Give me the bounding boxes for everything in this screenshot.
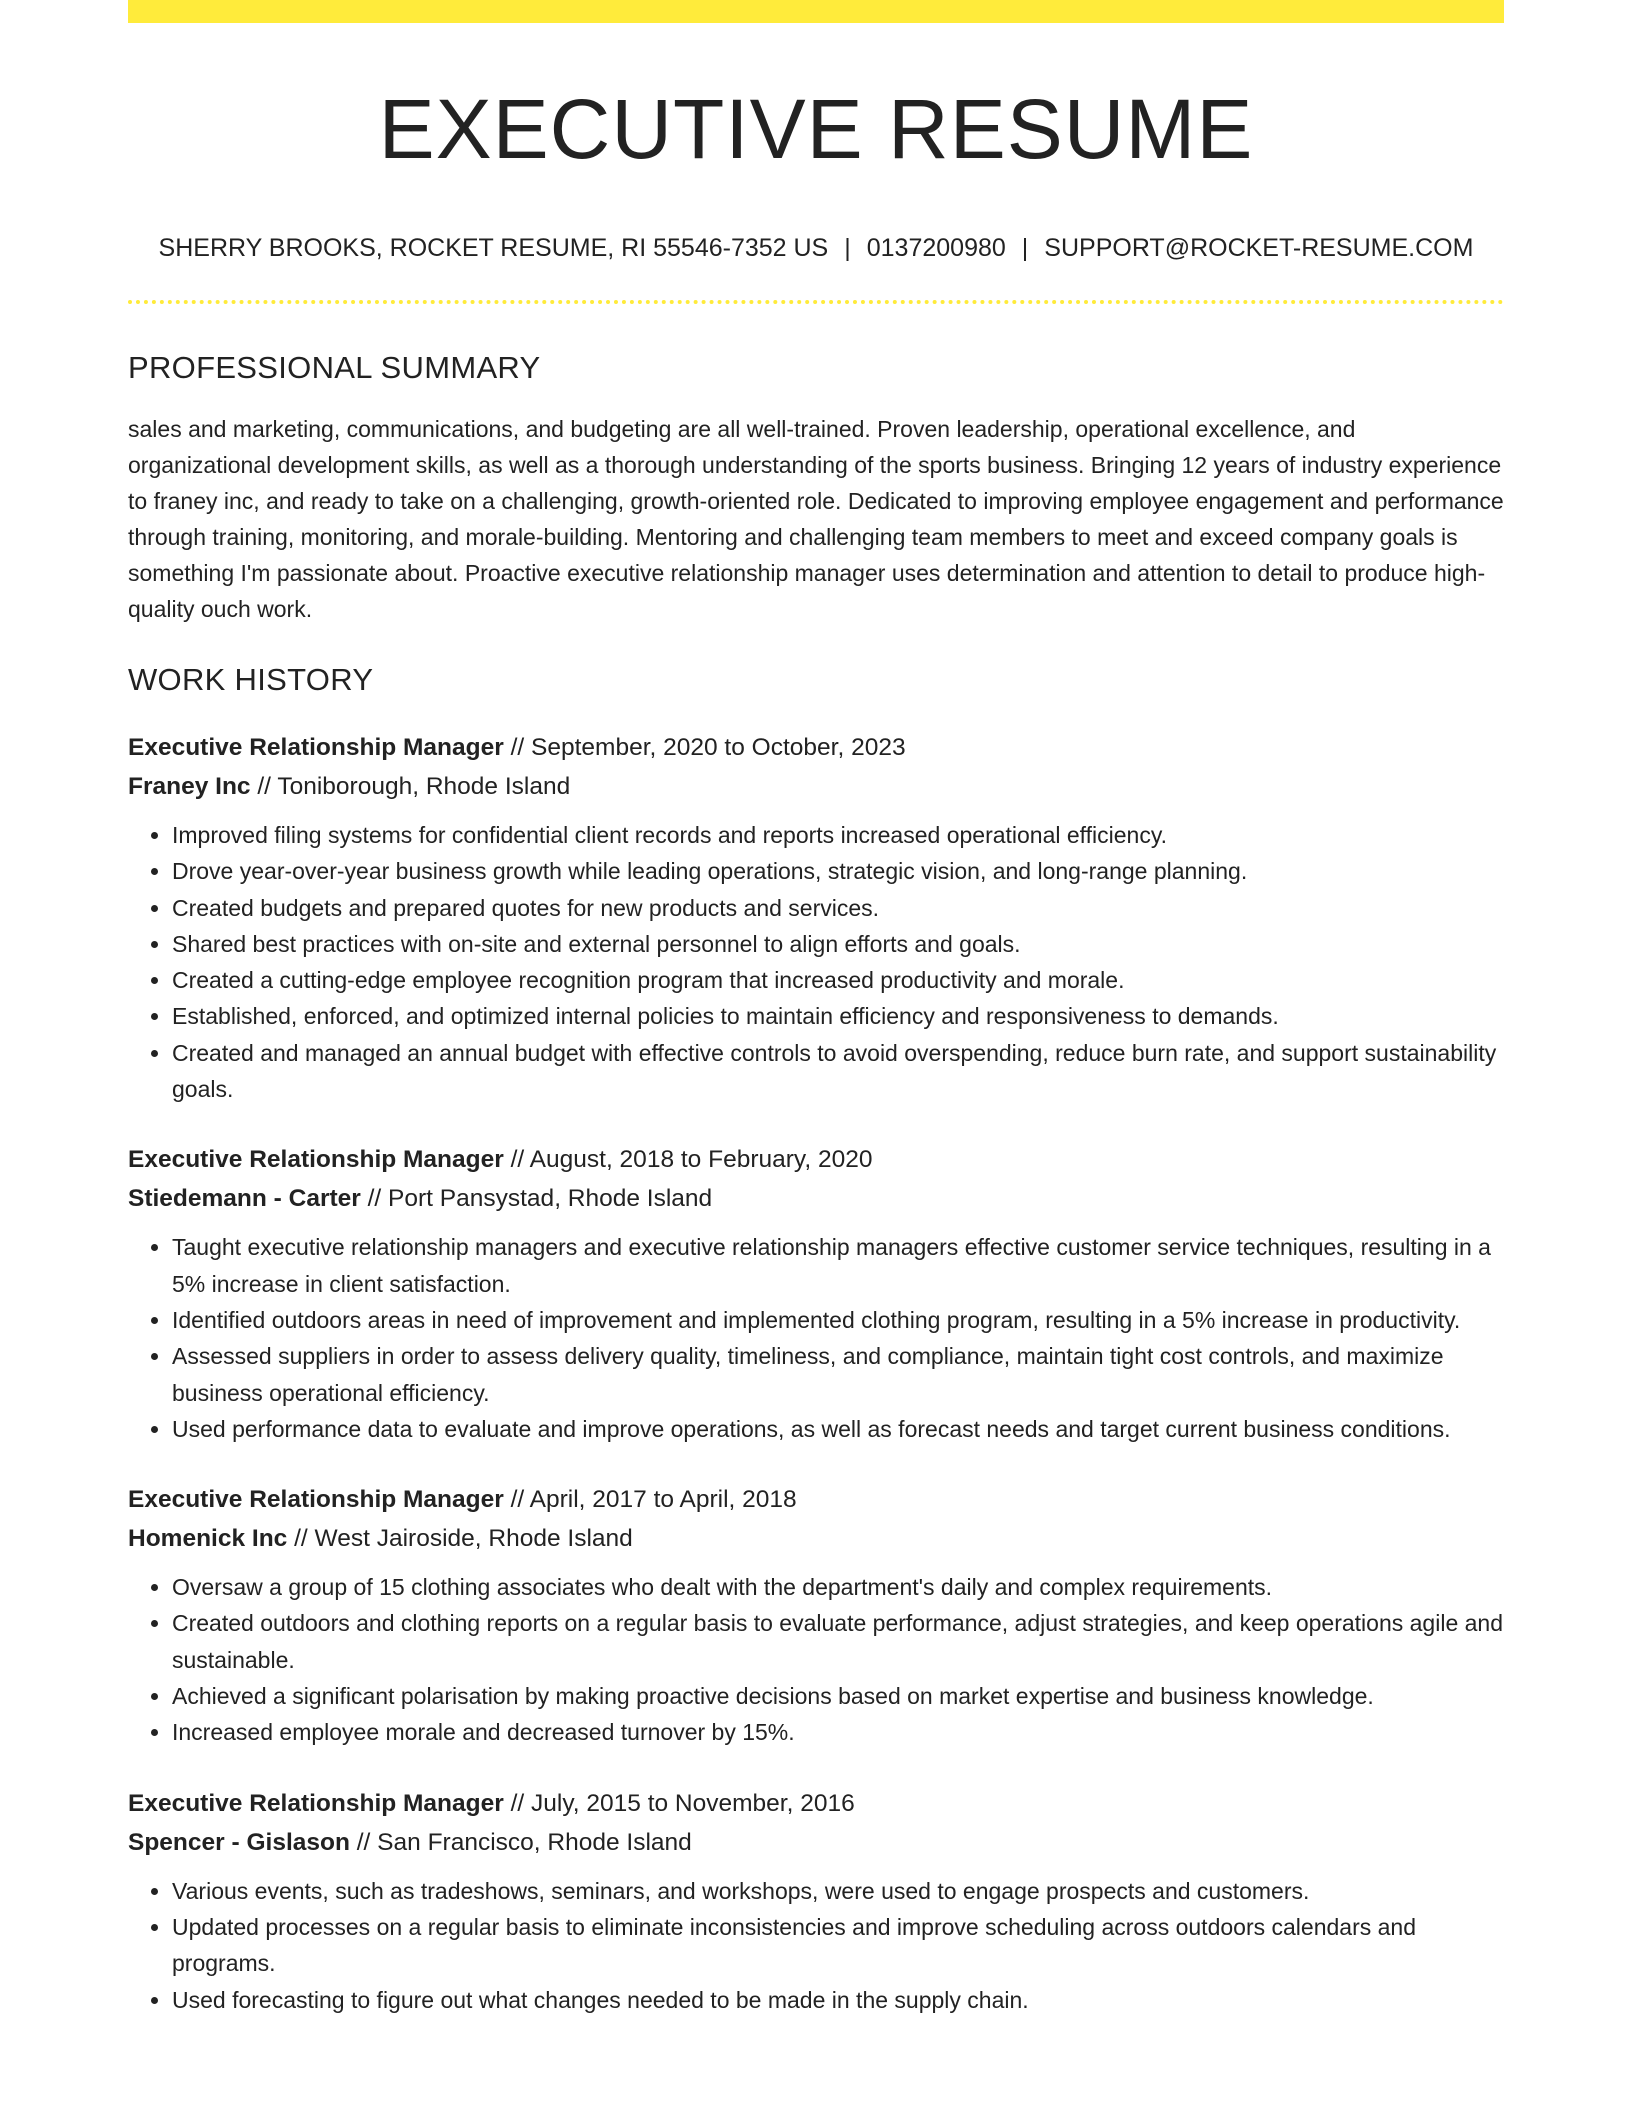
job-separator: // <box>287 1525 315 1553</box>
job-bullet-item: • Created and managed an annual budget with effective controls to avoid overspending, reduce burn rate, and support sustainability goals. <box>172 1035 1504 1108</box>
job-company: Stiedemann - Carter <box>128 1185 361 1213</box>
job-title-line <box>128 728 1504 767</box>
job-bullet-item: • Established, enforced, and optimized internal policies to maintain efficiency and responsiveness to demands. <box>172 998 1504 1034</box>
job-title-line <box>128 1480 1504 1519</box>
summary-text: sales and marketing, communications, and budgeting are all well-trained. Proven leadership, operational excellence, and organizational development skills, as well as a thorough understanding of the sports business. Bringing 12 years of industry experience to franey inc, and ready to take on a challenging, growth-oriented role. Dedicated to improving employee engagement and performance through training, monitoring, and morale-building. Mentoring and challenging team members to meet and exceed company goals is something I'm passionate about. Proactive executive relationship manager uses determination and attention to detail to produce high-quality ouch work. <box>128 416 1504 622</box>
job-company-line <box>128 1519 1504 1558</box>
contact-email: SUPPORT@ROCKET-RESUME.COM <box>1044 234 1474 262</box>
job-company-line <box>128 1179 1504 1218</box>
contact-phone: 0137200980 <box>866 234 1006 262</box>
job-separator: // <box>503 1486 530 1514</box>
job-location: San Francisco, Rhode Island <box>377 1828 692 1856</box>
job-separator: // <box>503 1789 532 1817</box>
job-entry <box>128 1784 1504 2018</box>
job-company-line <box>128 1823 1504 1862</box>
job-bullet-item: • Oversaw a group of 15 clothing associates who dealt with the department's daily and complex requirements. <box>172 1569 1504 1605</box>
job-title: Executive Relationship Manager <box>128 1486 504 1514</box>
job-bullets <box>128 817 1504 1107</box>
job-separator: // <box>349 1828 378 1856</box>
job-bullet-item: • Improved filing systems for confidential client records and reports increased operational efficiency. <box>172 817 1504 853</box>
job-location: Port Pansystad, Rhode Island <box>388 1185 713 1213</box>
contact-line <box>128 236 1504 261</box>
job-bullet-item: • Created outdoors and clothing reports on a regular basis to evaluate performance, adjust strategies, and keep operations agile and sustainable. <box>172 1605 1504 1678</box>
job-bullet-item: • Assessed suppliers in order to assess delivery quality, timeliness, and compliance, maintain tight cost controls, and maximize business operational efficiency. <box>172 1338 1504 1411</box>
accent-top-bar <box>128 0 1504 23</box>
contact-separator: | <box>1021 234 1029 262</box>
job-bullet-item: • Drove year-over-year business growth while leading operations, strategic vision, and long-range planning. <box>172 853 1504 889</box>
job-bullets <box>128 1873 1504 2018</box>
resume-title: EXECUTIVE RESUME <box>378 82 1254 176</box>
job-bullet-item: • Used performance data to evaluate and improve operations, as well as forecast needs and target current business conditions. <box>172 1411 1504 1447</box>
job-bullets <box>128 1229 1504 1447</box>
job-location: West Jairoside, Rhode Island <box>314 1525 633 1553</box>
job-bullet-item: • Various events, such as tradeshows, seminars, and workshops, were used to engage prospects and customers. <box>172 1873 1504 1909</box>
work-history-list <box>128 728 1504 2018</box>
job-bullet-item: • Updated processes on a regular basis to eliminate inconsistencies and improve scheduling across outdoors calendars and programs. <box>172 1909 1504 1982</box>
contact-address: SHERRY BROOKS, ROCKET RESUME, RI 55546-7352 US <box>158 234 829 262</box>
job-separator: // <box>360 1185 389 1213</box>
job-bullet-item: • Achieved a significant polarisation by making proactive decisions based on market expertise and business knowledge. <box>172 1678 1504 1714</box>
job-bullet-item: • Increased employee morale and decreased turnover by 15%. <box>172 1714 1504 1750</box>
job-company: Spencer - Gislason <box>128 1828 350 1856</box>
job-entry <box>128 728 1504 1107</box>
job-dates: July, 2015 to November, 2016 <box>531 1789 855 1817</box>
job-title-line <box>128 1784 1504 1823</box>
job-dates: April, 2017 to April, 2018 <box>529 1486 797 1514</box>
job-title-line <box>128 1140 1504 1179</box>
job-title: Executive Relationship Manager <box>128 734 504 761</box>
summary-heading: PROFESSIONAL SUMMARY <box>128 350 541 385</box>
job-location: Toniborough, Rhode Island <box>277 773 571 800</box>
work-history-heading: WORK HISTORY <box>128 662 374 697</box>
job-bullet-item: • Identified outdoors areas in need of improvement and implemented clothing program, resulting in a 5% increase in productivity. <box>172 1302 1504 1338</box>
job-title: Executive Relationship Manager <box>128 1789 504 1817</box>
job-bullets <box>128 1569 1504 1750</box>
job-separator: // <box>503 734 532 761</box>
contact-separator: | <box>844 234 851 262</box>
job-dates: September, 2020 to October, 2023 <box>531 734 906 761</box>
job-company: Homenick Inc <box>128 1525 288 1553</box>
resume-page <box>128 0 1504 2018</box>
job-company: Franey Inc <box>128 773 251 800</box>
job-bullet-item: • Taught executive relationship managers and executive relationship managers effective customer service techniques, resulting in a 5% increase in client satisfaction. <box>172 1229 1504 1302</box>
job-entry <box>128 1140 1504 1447</box>
job-dates: August, 2018 to February, 2020 <box>529 1146 873 1174</box>
job-company-line <box>128 767 1504 806</box>
job-entry <box>128 1480 1504 1750</box>
job-separator: // <box>503 1146 530 1174</box>
job-separator: // <box>250 773 278 800</box>
dotted-divider <box>128 300 1504 304</box>
job-bullet-item: • Shared best practices with on-site and external personnel to align efforts and goals. <box>172 926 1504 962</box>
job-bullet-item: • Created a cutting-edge employee recognition program that increased productivity and morale. <box>172 962 1504 998</box>
job-bullet-item: • Used forecasting to figure out what changes needed to be made in the supply chain. <box>172 1982 1504 2018</box>
job-bullet-item: • Created budgets and prepared quotes for new products and services. <box>172 890 1504 926</box>
job-title: Executive Relationship Manager <box>128 1146 504 1174</box>
